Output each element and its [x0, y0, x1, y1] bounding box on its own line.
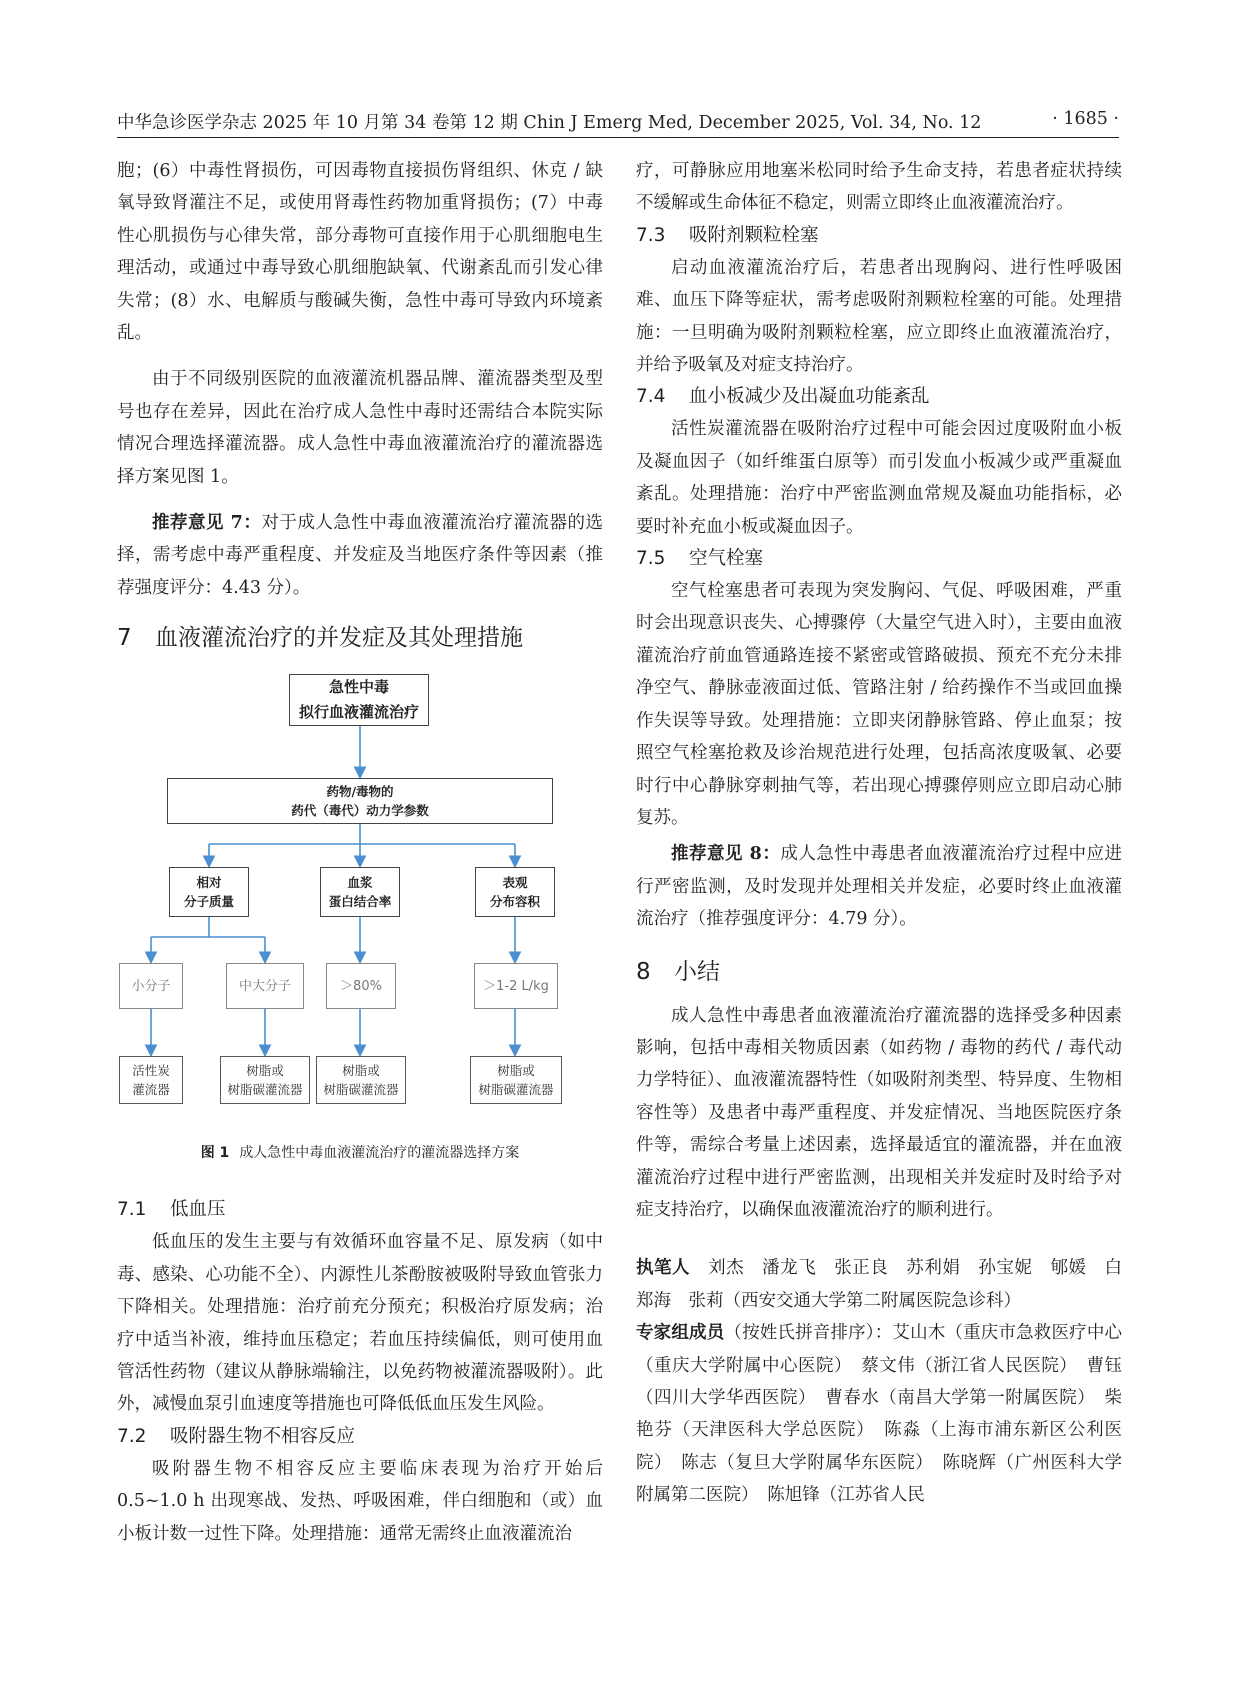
- flow-node-molecular-mass: [169, 867, 249, 917]
- paragraph-complications-list: 胞；(6）中毒性肾损伤，可因毒物直接损伤肾组织、休克 / 缺氧导致肾灌注不足，或使用肾毒性药物加重肾损伤；(7）中毒性心肌损伤与心律失常，部分毒物可直接作用于心肌细胞电生理活动，或通过中毒导致心肌细胞缺氧、代谢紊乱而引发心律失常；(8）水、电解质与酸碱失衡，急性中毒可导致内环境紊乱。: [117, 161, 603, 344]
- flow-node-acute-poisoning: [289, 674, 429, 726]
- recommendation-8: [636, 838, 1122, 935]
- flow-node-small-molecule-label: 小分子: [131, 978, 171, 994]
- flow-node-acute-poisoning-line1: 急性中毒: [328, 678, 389, 697]
- section-7-2-text: 吸附器生物不相容反应主要临床表现为治疗开始后 0.5~1.0 h 出现寒战、发热、呼吸困难，伴白细胞和（或）血小板计数一过性下降。处理措施：通常无需终止血液灌流治: [117, 1458, 603, 1544]
- flow-node-volume-over-1-2-label: ＞1-2 L/kg: [483, 978, 549, 994]
- section-8-text: 成人急性中毒患者血液灌流治疗灌流器的选择受多种因素影响，包括中毒相关物质因素（如药物 / 毒物的药代 / 毒代动力学特征）、血液灌流器特性（如吸附剂类型、特异度、生物相容性等）及患者中毒严重程度、并发症情况、当地医院医疗条件等，需综合考量上述因素，选择最适宜的灌流器，并在血液灌流治疗过程中进行严密监测，出现相关并发症时及时给予对症支持治疗，以确保血液灌流治疗的顺利进行。: [636, 1005, 1122, 1220]
- flow-node-pk-line1: 药物/毒物的: [326, 784, 394, 800]
- section-7-5-number: 7.5: [636, 548, 666, 570]
- section-7-title: 血液灌流治疗的并发症及其处理措施: [155, 625, 523, 652]
- section-7-4-text: 活性炭灌流器在吸附治疗过程中可能会因过度吸附血小板及凝血因子（如纤维蛋白原等）而引发血小板减少或严重凝血紊乱。处理措施：治疗中严密监测血常规及凝血功能指标，必要时补充血小板或凝血因子。: [636, 419, 1122, 537]
- flow-node-acute-poisoning-line2: 拟行血液灌流治疗: [298, 703, 419, 722]
- section-7-1-heading: [117, 1194, 603, 1226]
- section-7-3-heading: [636, 220, 1122, 252]
- flow-node-resin-device-2-line2: 树脂碳灌流器: [323, 1082, 399, 1098]
- flow-node-binding-over-80-label: ＞80%: [340, 978, 382, 994]
- flow-node-distribution-volume: [475, 867, 555, 917]
- section-7-5-heading: [636, 543, 1122, 575]
- writers-label: 执笔人: [636, 1258, 691, 1279]
- experts-line: [636, 1317, 1122, 1511]
- flow-node-molecular-mass-line1: 相对: [196, 875, 222, 891]
- flow-node-pk-line2: 药代（毒代）动力学参数: [291, 803, 429, 819]
- section-7-4-number: 7.4: [636, 386, 666, 408]
- flow-node-resin-device-3: [470, 1056, 562, 1104]
- flow-node-protein-binding-line1: 血浆: [347, 875, 373, 891]
- flow-node-medium-large-molecule-label: 中大分子: [238, 978, 291, 994]
- section-7-5-text: 空气栓塞患者可表现为突发胸闷、气促、呼吸困难，严重时会出现意识丧失、心搏骤停（大量空气进入时），主要由血液灌流治疗前血管通路连接不紧密或管路破损、预充不充分未排净空气、静脉壶液面过低、管路注射 / 给药操作不当或回血操作失误等导致。处理措施：立即夹闭静脉管路、停止血泵；按照空气栓塞抢救及诊治规范进行处理，包括高浓度吸氧、必要时行中心静脉穿刺抽气等，若出现心搏骤停则应立即启动心肺复苏。: [636, 581, 1122, 828]
- section-7-3-number: 7.3: [636, 224, 666, 246]
- flow-node-charcoal-device-line1: 活性炭: [132, 1063, 170, 1079]
- flow-node-volume-over-1-2: [474, 963, 558, 1009]
- recommendation-7: [117, 507, 603, 604]
- recommendation-8-label: 推荐意见 8：: [671, 844, 781, 865]
- section-7-5-title: 空气栓塞: [689, 548, 764, 570]
- experts-label: 专家组成员: [636, 1323, 725, 1344]
- flow-node-resin-device-3-line2: 树脂碳灌流器: [478, 1082, 554, 1098]
- section-7-2-title: 吸附器生物不相容反应: [170, 1425, 356, 1447]
- flow-node-resin-device-1-line1: 树脂或: [246, 1063, 284, 1079]
- paragraph-device-choice: 由于不同级别医院的血液灌流机器品牌、灌流器类型及型号也存在差异，因此在治疗成人急性中毒时还需结合本院实际情况合理选择灌流器。成人急性中毒血液灌流治疗的灌流器选择方案见图 1。: [117, 369, 603, 487]
- figure-1-caption-text: 成人急性中毒血液灌流治疗的灌流器选择方案: [239, 1145, 520, 1162]
- section-7-3-text: 启动血液灌流治疗后，若患者出现胸闷、进行性呼吸困难、血压下降等症状，需考虑吸附剂颗粒栓塞的可能。处理措施：一旦明确为吸附剂颗粒栓塞，应立即终止血液灌流治疗，并给予吸氧及对症支持治疗。: [636, 257, 1122, 376]
- figure-1-flowchart: [117, 674, 603, 1194]
- recommendation-7-text: 对于成人急性中毒血液灌流治疗灌流器的选择，需考虑中毒严重程度、并发症及当地医疗条件等因素（推荐强度评分：4.43 分）。: [117, 513, 603, 598]
- flow-node-resin-device-1-line2: 树脂碳灌流器: [227, 1082, 303, 1098]
- flow-node-resin-device-1: [220, 1056, 310, 1104]
- experts-text: （按姓氏拼音排序）：艾山木（重庆市急救医疗中心（重庆大学附属中心医院） 蔡文伟（浙江省人民医院） 曹钰（四川大学华西医院） 曹春水（南昌大学第一附属医院） 柴艳芬（天津医科大学总医院） 陈淼（上海市浦东新区公利医院） 陈志（复旦大学附属华东医院） 陈晓辉（广州医科大学附属第二医院） 陈旭锋（江苏省人民: [636, 1323, 1123, 1506]
- section-7-heading: [117, 622, 603, 654]
- flow-node-distribution-volume-line2: 分布容积: [489, 894, 540, 910]
- writers-line: [636, 1252, 1122, 1317]
- right-column: [636, 155, 1122, 1512]
- section-7-3-title: 吸附剂颗粒栓塞: [689, 224, 819, 246]
- flow-node-medium-large-molecule: [226, 963, 304, 1009]
- section-7-2-continued: 疗，可静脉应用地塞米松同时给予生命支持，若患者症状持续不缓解或生命体征不稳定，则需立即终止血液灌流治疗。: [636, 161, 1122, 214]
- flow-node-protein-binding: [320, 867, 400, 917]
- journal-citation: 中华急诊医学杂志 2025 年 10 月第 34 卷第 12 期 Chin J Emerg Med, December 2025, Vol. 34, No. 12: [117, 113, 982, 133]
- section-8-heading: [636, 956, 1122, 988]
- section-8-number: 8: [636, 958, 651, 985]
- flow-node-charcoal-device: [119, 1056, 183, 1104]
- flow-node-protein-binding-line2: 蛋白结合率: [328, 894, 392, 910]
- section-7-1-title: 低血压: [170, 1199, 226, 1221]
- section-7-1-text: 低血压的发生主要与有效循环血容量不足、原发病（如中毒、感染、心功能不全）、内源性儿茶酚胺被吸附导致血管张力下降相关。处理措施：治疗前充分预充；积极治疗原发病；治疗中适当补液，维持血压稳定；若血压持续偏低，则可使用血管活性药物（建议从静脉端输注，以免药物被灌流器吸附）。此外，减慢血泵引血速度等措施也可降低低血压发生风险。: [117, 1232, 603, 1415]
- authors-block: [636, 1252, 1122, 1511]
- section-7-4-title: 血小板减少及出凝血功能紊乱: [689, 386, 930, 408]
- page-number: · 1685 ·: [1052, 109, 1119, 129]
- section-7-2-number: 7.2: [117, 1425, 147, 1447]
- recommendation-7-label: 推荐意见 7：: [152, 513, 262, 534]
- flow-node-pk-parameters: [167, 778, 553, 824]
- section-7-1-number: 7.1: [117, 1199, 147, 1221]
- writers-text: 刘杰 潘龙飞 张正良 苏利娟 孙宝妮 郇媛 白郑海 张莉（西安交通大学第二附属医院急诊科）: [636, 1258, 1123, 1311]
- left-column: [117, 155, 603, 1550]
- flow-node-binding-over-80: [326, 963, 396, 1009]
- flow-node-small-molecule: [119, 963, 183, 1009]
- flow-node-distribution-volume-line1: 表观: [502, 875, 528, 891]
- flow-node-molecular-mass-line2: 分子质量: [183, 894, 234, 910]
- section-7-4-heading: [636, 381, 1122, 413]
- flow-node-resin-device-3-line1: 树脂或: [497, 1063, 535, 1079]
- recommendation-8-text: 成人急性中毒患者血液灌流治疗过程中应进行严密监测，及时发现并处理相关并发症，必要时终止血液灌流治疗（推荐强度评分：4.79 分）。: [636, 844, 1122, 930]
- figure-1-caption-label: 图 1: [200, 1145, 230, 1162]
- section-7-number: 7: [117, 625, 132, 652]
- flow-node-charcoal-device-line2: 灌流器: [132, 1082, 170, 1098]
- flow-node-resin-device-2: [316, 1056, 406, 1104]
- section-8-title: 小结: [674, 958, 720, 985]
- section-7-2-heading: [117, 1421, 603, 1453]
- figure-1-caption: [117, 1142, 603, 1162]
- running-header: [117, 107, 1119, 138]
- flow-node-resin-device-2-line1: 树脂或: [342, 1063, 380, 1079]
